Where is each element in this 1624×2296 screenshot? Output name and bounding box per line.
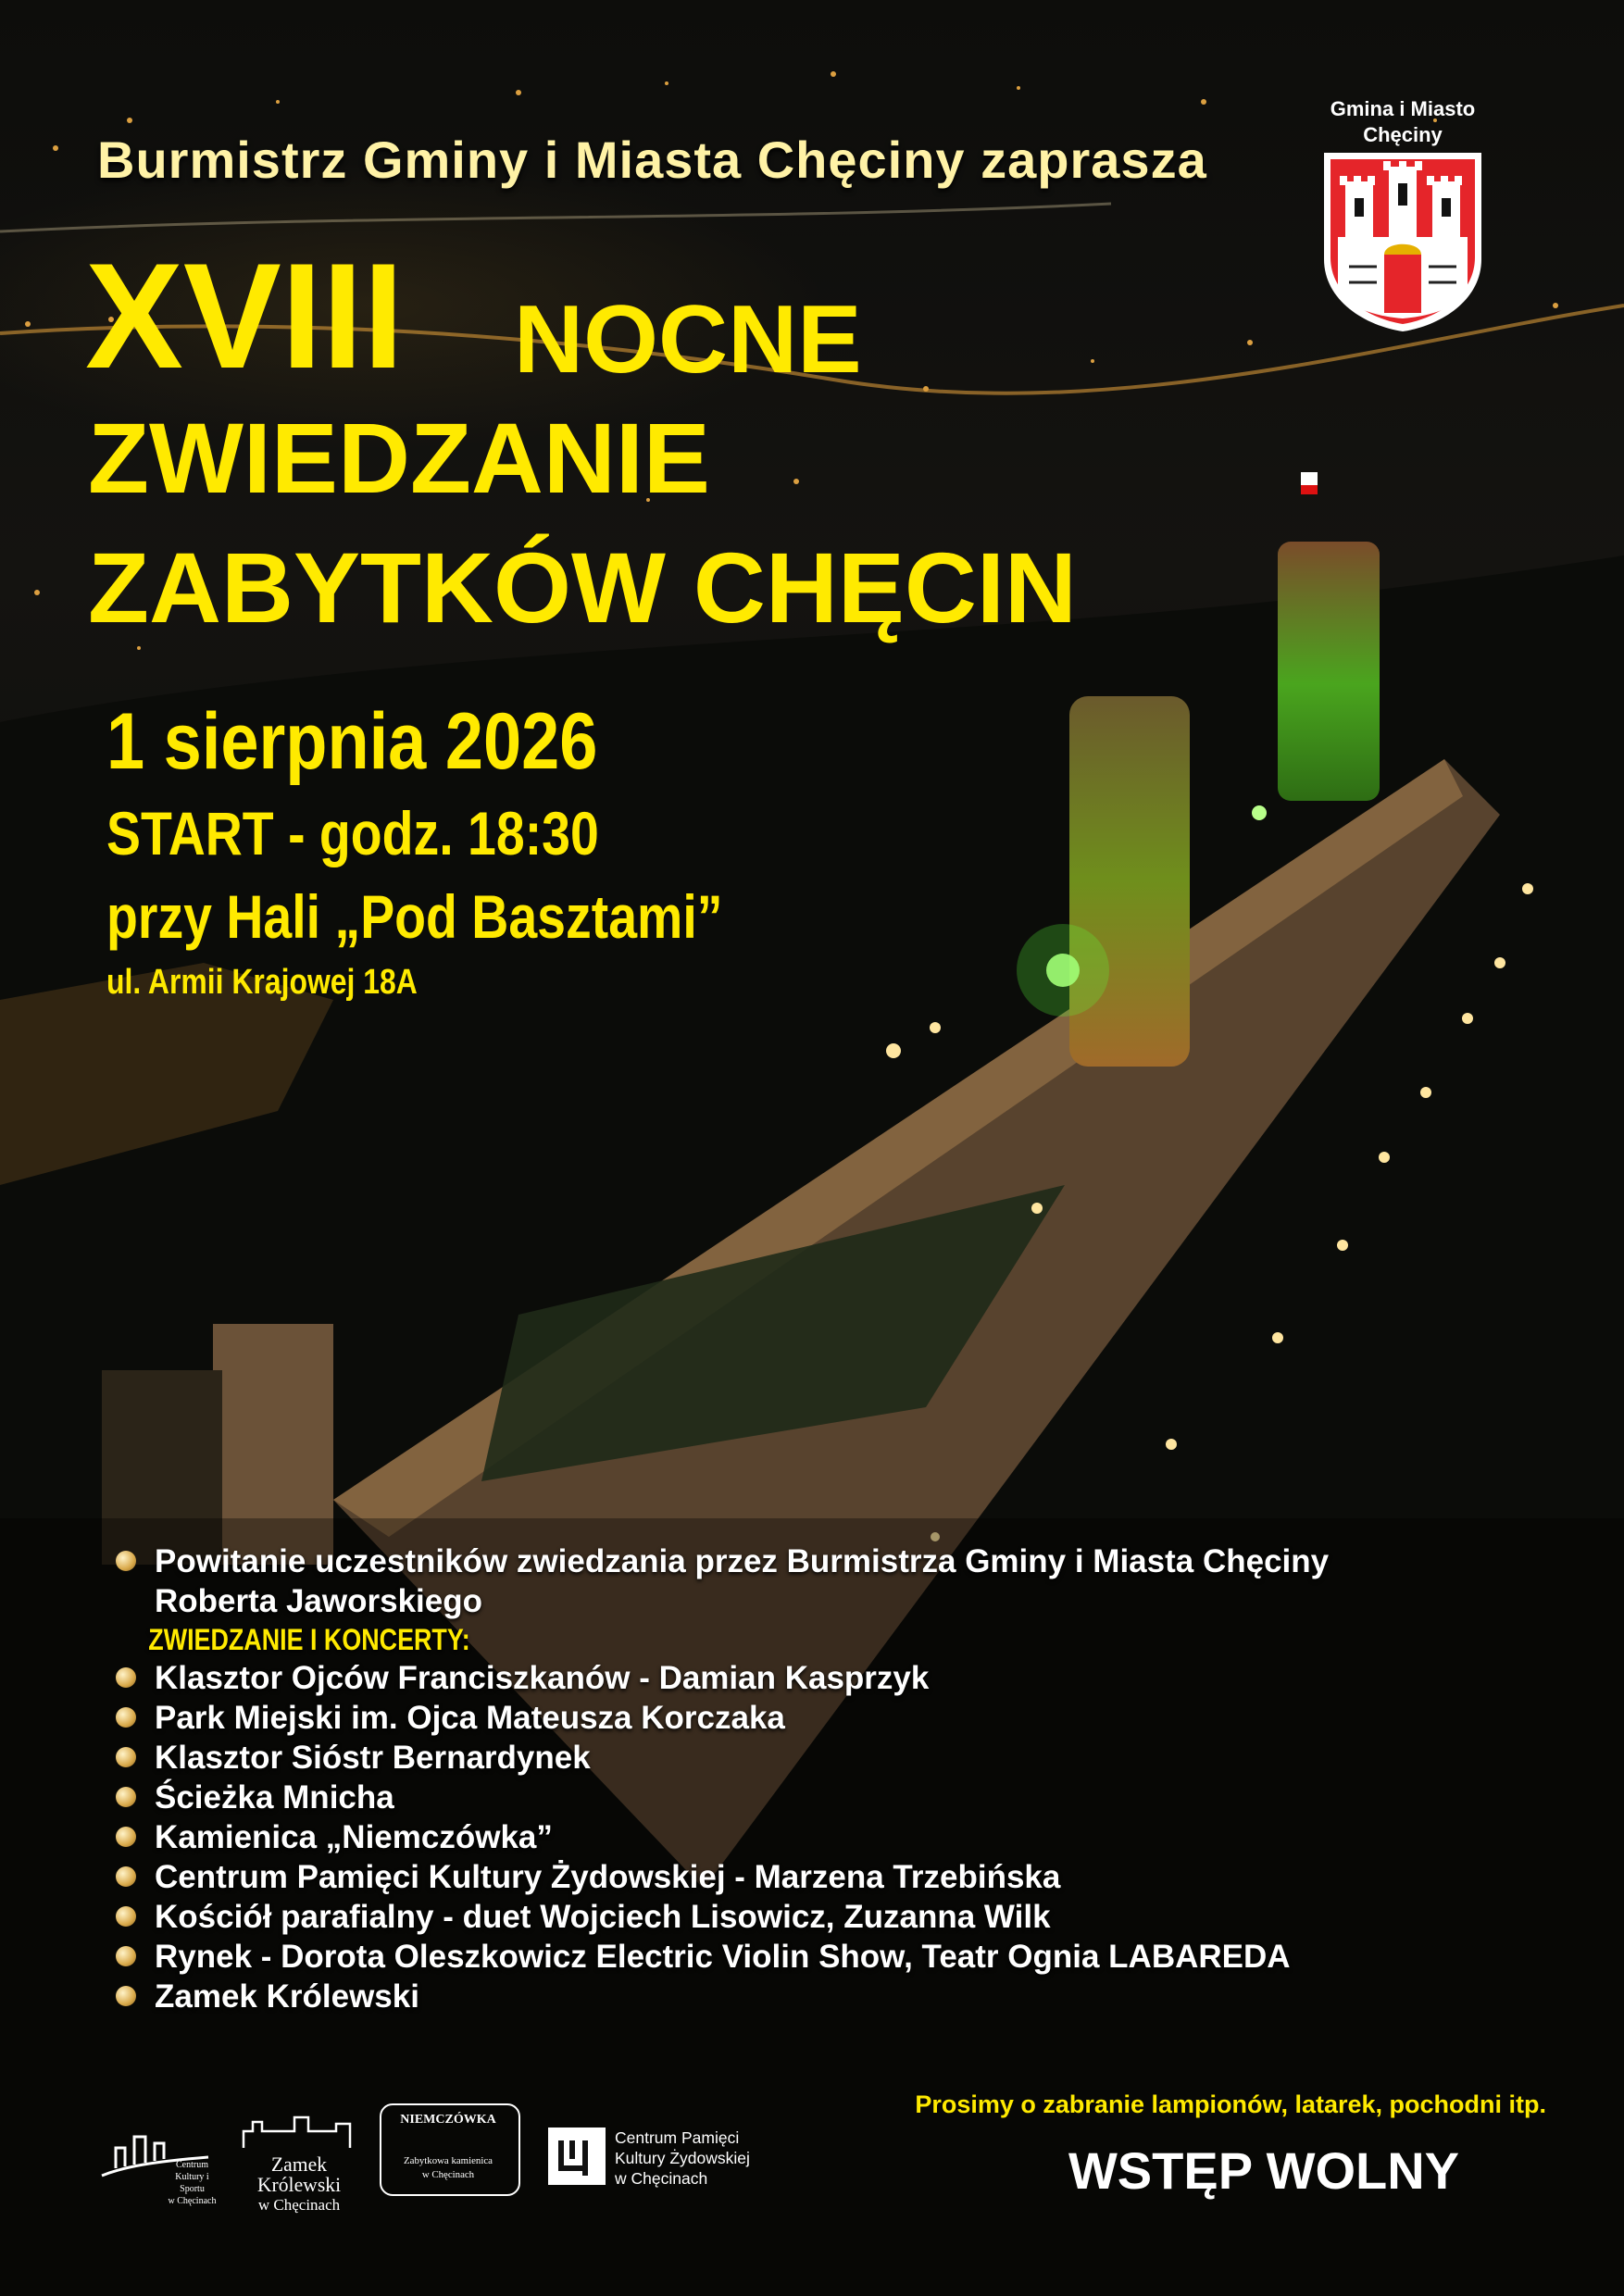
title-line-2: ZWIEDZANIE xyxy=(88,402,710,514)
logo-centrum-pamieci-text xyxy=(615,2128,750,2189)
logo-text-line: Królewski xyxy=(256,2174,342,2196)
event-start-time: START - godz. 18:30 xyxy=(106,799,599,867)
list-item-label: Klasztor Ojców Franciszkanów - Damian Kasprzyk xyxy=(155,1660,930,1696)
list-item xyxy=(116,1698,1486,1738)
list-item xyxy=(116,1817,1486,1857)
program-subheading: ZWIEDZANIE I KONCERTY: xyxy=(148,1623,470,1656)
logo-centrum-kultury-text xyxy=(167,2159,218,2207)
list-item xyxy=(116,1857,1486,1897)
bullet-icon xyxy=(116,1747,136,1767)
welcome-text-cont: Roberta Jaworskiego xyxy=(155,1583,482,1619)
list-item xyxy=(116,1897,1486,1937)
list-item-label: Centrum Pamięci Kultury Żydowskiej - Marzena Trzebińska xyxy=(155,1859,1061,1895)
crest-label xyxy=(1301,96,1505,148)
logo-text-line: w Chęcinach xyxy=(168,2196,217,2206)
list-item-label: Rynek - Dorota Oleszkowicz Electric Violin Show, Teatr Ognia LABAREDA xyxy=(155,1939,1291,1975)
logo-niemczowka xyxy=(380,2103,520,2196)
bullet-icon xyxy=(116,1551,136,1571)
list-item xyxy=(116,1541,1486,1581)
logo-zamek-text xyxy=(239,2154,359,2215)
welcome-text: Powitanie uczestników zwiedzania przez Burmistrza Gminy i Miasta Chęciny xyxy=(155,1543,1330,1579)
logo-text-line: w Chęcinach xyxy=(615,2169,708,2188)
logo-text-line: Centrum Pamięci xyxy=(615,2128,740,2147)
logo-text-line: Zabytkowa kamienica xyxy=(404,2155,493,2166)
logo-niemczowka-title: NIEMCZÓWKA xyxy=(400,2113,496,2127)
list-item xyxy=(116,1937,1486,1977)
title-line-1: NOCNE xyxy=(514,286,862,393)
logo-text-line: Kultury i Sportu xyxy=(175,2172,209,2194)
bullet-icon xyxy=(116,1906,136,1927)
list-item-label: Ścieżka Mnicha xyxy=(155,1779,394,1816)
bullet-icon xyxy=(116,1866,136,1887)
program-list xyxy=(116,1541,1486,2016)
list-item xyxy=(116,1738,1486,1778)
logo-centrum-pamieci xyxy=(548,2128,826,2192)
bullet-icon xyxy=(116,1707,136,1728)
list-item xyxy=(116,1977,1486,2016)
free-entry: WSTĘP WOLNY xyxy=(1068,2141,1460,2200)
jewish-culture-logo-icon xyxy=(548,2128,606,2185)
list-item-label: Kamienica „Niemczówka” xyxy=(155,1819,553,1855)
crest-label-line2: Chęciny xyxy=(1363,123,1443,146)
invitation-text: Burmistrz Gminy i Miasta Chęciny zaprasza xyxy=(97,131,1207,189)
bullet-icon xyxy=(116,1787,136,1807)
logo-zamek-krolewski xyxy=(239,2113,359,2214)
castle-icon xyxy=(239,2113,359,2150)
logo-text-line: Kultury Żydowskiej xyxy=(615,2149,750,2167)
bring-lanterns-note: Prosimy o zabranie lampionów, latarek, pochodni itp. xyxy=(915,2090,1546,2118)
list-item-label: Park Miejski im. Ojca Mateusza Korczaka xyxy=(155,1700,785,1736)
edition-numeral: XVIII xyxy=(85,232,405,400)
crest-label-line1: Gmina i Miasto xyxy=(1330,97,1476,120)
logo-text-line: Zamek xyxy=(270,2153,328,2176)
coat-of-arms-icon xyxy=(1319,148,1486,333)
event-date: 1 sierpnia 2026 xyxy=(106,697,598,786)
bullet-icon xyxy=(116,1986,136,2006)
bullet-icon xyxy=(116,1667,136,1688)
logo-text-line: w Chęcinach xyxy=(421,2169,475,2180)
list-item xyxy=(116,1658,1486,1698)
list-item-label: Klasztor Sióstr Bernardynek xyxy=(155,1740,591,1776)
logo-text-line: Centrum xyxy=(176,2160,208,2170)
event-place: przy Hali „Pod Basztami” xyxy=(106,882,723,951)
bullet-icon xyxy=(116,1946,136,1966)
list-item-label: Kościół parafialny - duet Wojciech Lisowicz, Zuzanna Wilk xyxy=(155,1899,1051,1935)
bullet-icon xyxy=(116,1827,136,1847)
logo-niemczowka-text xyxy=(383,2154,513,2182)
list-item xyxy=(116,1778,1486,1817)
logo-text-line: w Chęcinach xyxy=(257,2196,341,2214)
list-item-label: Zamek Królewski xyxy=(155,1978,419,2015)
logo-centrum-kultury xyxy=(97,2111,218,2206)
title-line-3: ZABYTKÓW CHĘCIN xyxy=(88,531,1077,643)
event-street: ul. Armii Krajowej 18A xyxy=(106,963,418,1002)
